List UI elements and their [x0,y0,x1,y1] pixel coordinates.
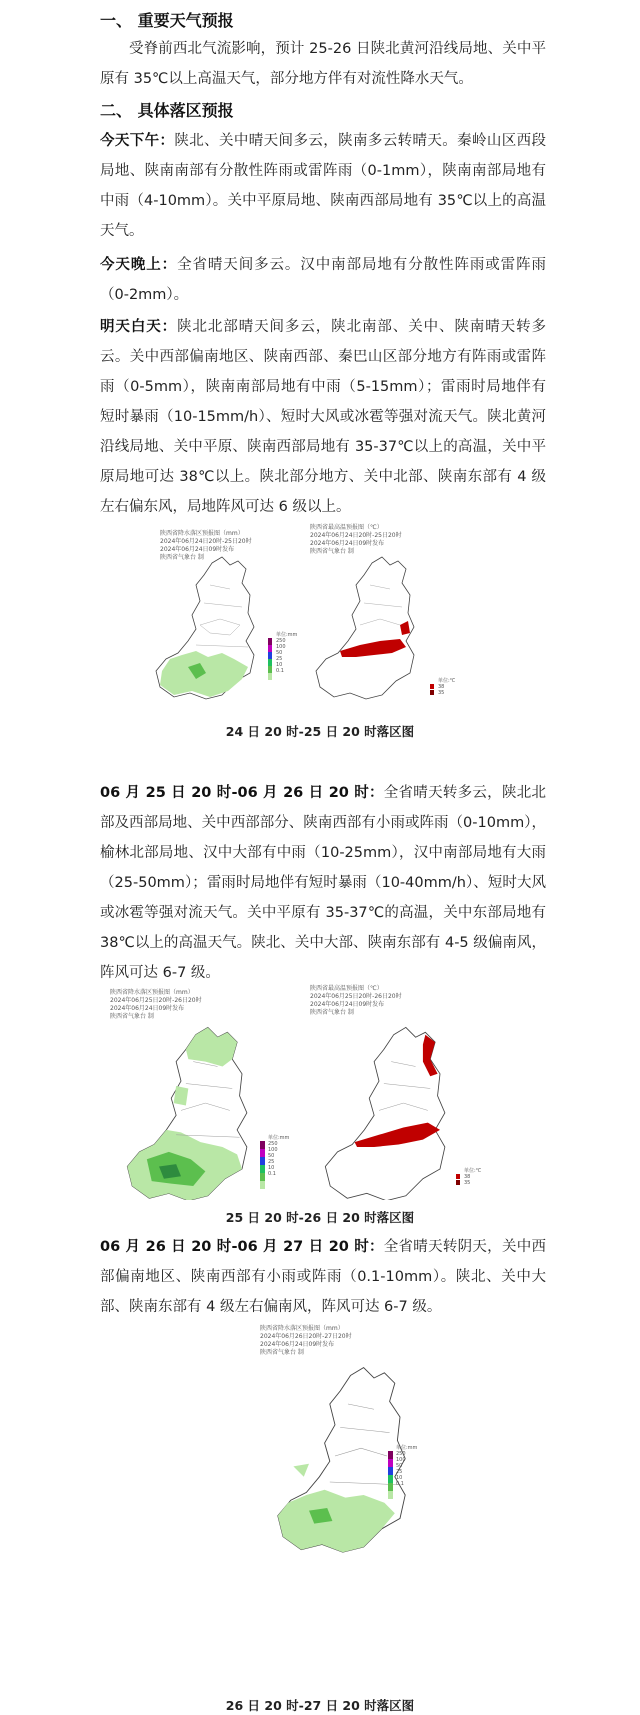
fig1-temp-title-line: 陕西省气象台 制 [310,548,354,555]
fig2-temp-legend [456,1174,460,1185]
legend-label: 25 [276,656,283,662]
fig2-rain-title-line: 陕西省降水落区预报图（mm） [110,989,194,996]
fig2-temp-legend-labels [464,1168,481,1186]
figure-2 [100,985,540,1200]
fig3-rain-title-line: 2024年06月26日20时-27日20时 [260,1333,352,1340]
fig2-temp-title-line: 陕西省气象台 制 [310,1009,354,1016]
legend-label: 35 [438,690,445,696]
fig1-temp-title-line: 陕西省最高温预报图（℃） [310,524,383,531]
fig1-rain-title-line: 陕西省气象台 制 [160,554,204,561]
fig1-rain-legend [268,638,272,680]
paragraph-jun25-26 [100,778,546,988]
legend-label: 25 [268,1159,275,1165]
legend-label: 25 [396,1469,403,1475]
legend-label: 100 [276,644,286,650]
paragraph-tonight [100,250,546,310]
legend-label: 38 [438,684,445,690]
label-jun25-26: 06 月 25 日 20 时-06 月 26 日 20 时： [100,785,384,801]
fig1-temp-map [316,557,414,699]
label-tonight: 今天晚上： [100,257,178,273]
fig3-rain-legend-labels [396,1445,417,1487]
fig3-rain-map [278,1368,405,1553]
fig2-rain-title-line: 2024年06月25日20时-26日20时 [110,997,202,1004]
legend-label: 0.1 [276,668,284,674]
legend-label: 10 [276,662,283,668]
fig2-rain-legend [260,1141,265,1189]
legend-label: 10 [396,1475,403,1481]
legend-label: 0.1 [396,1481,404,1487]
fig1-temp-legend [430,684,434,695]
fig3-rain-title-line: 陕西省降水落区预报图（mm） [260,1325,344,1332]
section1-heading: 一、 重要天气预报 [100,11,234,30]
legend-label: 50 [268,1153,275,1159]
fig2-temp-title-line: 陕西省最高温预报图（℃） [310,985,383,992]
legend-label: 50 [396,1463,403,1469]
text-jun25-26: 全省晴天转多云，陕北北部及西部局地、关中西部部分、陕南西部有小雨或阵雨（0-10mm），榆林北部局地、汉中大部有中雨（10-25mm），汉中南部局地有大雨（25-50mm）；雷雨时局地伴有短时暴雨（10-40mm/h）、短时大风或冰雹等强对流天气。关中平原有 35-37℃的高温，关中东部局地有 38℃以上的高温天气。陕北、关中大部、陕南东部有 4-5 级偏南风，阵风可达 6-7 级。 [100,785,546,981]
fig2-rain-map [127,1027,247,1200]
paragraph-tomorrow-day [100,312,546,522]
fig3-maps [260,1325,480,1695]
section2-heading: 二、 具体落区预报 [100,101,234,120]
legend-title: 单位:℃ [438,678,456,684]
fig2-rain-legend-labels [268,1135,289,1177]
legend-label: 0.1 [268,1171,276,1177]
legend-label: 100 [268,1147,278,1153]
fig1-rain-title-line: 陕西省降水落区预报图（mm） [160,530,244,537]
legend-label: 250 [276,638,286,644]
fig1-temp-title-line: 2024年06月24日20时-25日20时 [310,532,402,539]
label-tomorrow-day: 明天白天： [100,319,178,335]
legend-label: 250 [268,1141,278,1147]
paragraph-today-afternoon [100,126,546,246]
fig2-rain-title-line: 2024年06月24日09时发布 [110,1005,185,1012]
legend-title: 单位:mm [268,1135,290,1141]
text-today-afternoon: 陕北、关中晴天间多云，陕南多云转晴天。秦岭山区西段局地、陕南南部有分散性阵雨或雷阵雨（0-1mm），陕南南部局地有中雨（4-10mm）。关中平原局地、陕南西部局地有 35℃以上的高温天气。 [100,133,547,239]
fig2-temp-title-line: 2024年06月24日09时发布 [310,1001,385,1008]
fig1-rain-title-line: 2024年06月24日09时发布 [160,546,235,553]
figure-1 [140,524,500,710]
figure-2-caption: 25 日 20 时-26 日 20 时落区图 [225,1210,415,1225]
section1-body: 受脊前西北气流影响，预计 25-26 日陕北黄河沿线局地、关中平原有 35℃以上高温天气，部分地方伴有对流性降水天气。 [100,41,546,87]
fig1-rain-title-line: 2024年06月24日20时-25日20时 [160,538,252,545]
fig1-temp-title-line: 2024年06月24日09时发布 [310,540,385,547]
text-tomorrow-day: 陕北北部晴天间多云，陕北南部、关中、陕南晴天转多云。关中西部偏南地区、陕南西部、秦巴山区部分地方有阵雨或雷阵雨（0-5mm），陕南南部局地有中雨（5-15mm）；雷雨时局地伴有短时暴雨（10-15mm/h）、短时大风或冰雹等强对流天气。陕北黄河沿线局地、关中平原、陕南西部局地有 35-37℃以上的高温，关中平原局地可达 38℃以上。陕北部分地方、关中北部、陕南东部有 4 级左右偏东风，局地阵风可达 6 级以上。 [100,319,547,515]
label-today-afternoon: 今天下午： [100,133,175,149]
figure-1-caption: 24 日 20 时-25 日 20 时落区图 [225,724,415,739]
legend-title: 单位:℃ [464,1168,482,1174]
legend-label: 35 [464,1180,471,1186]
paragraph-jun26-27 [100,1232,546,1322]
label-jun26-27: 06 月 26 日 20 时-06 月 27 日 20 时： [100,1239,384,1255]
text-tonight: 全省晴天间多云。汉中南部局地有分散性阵雨或雷阵雨（0-2mm）。 [100,257,547,303]
fig1-rain-legend-labels [276,632,297,674]
fig2-temp-title-line: 2024年06月25日20时-26日20时 [310,993,402,1000]
legend-title: 单位:mm [396,1445,418,1451]
legend-label: 10 [268,1165,275,1171]
legend-label: 100 [396,1457,406,1463]
legend-label: 50 [276,650,283,656]
fig3-rain-title-line: 陕西省气象台 制 [260,1349,304,1356]
fig3-rain-legend [388,1451,393,1499]
fig1-temp-legend-labels [438,678,455,696]
fig2-temp-map [325,1027,445,1200]
fig1-rain-map [156,557,254,699]
text-jun26-27: 全省晴天转阴天，关中西部偏南地区、陕南西部有小雨或阵雨（0.1-10mm）。陕北、关中大部、陕南东部有 4 级左右偏南风，阵风可达 6-7 级。 [100,1239,546,1315]
legend-label: 38 [464,1174,471,1180]
fig2-rain-title-line: 陕西省气象台 制 [110,1013,154,1020]
figure-3 [260,1325,480,1695]
legend-label: 250 [396,1451,406,1457]
fig3-rain-title-line: 2024年06月24日09时发布 [260,1341,335,1348]
legend-title: 单位:mm [276,632,298,638]
figure-3-caption: 26 日 20 时-27 日 20 时落区图 [225,1698,415,1713]
